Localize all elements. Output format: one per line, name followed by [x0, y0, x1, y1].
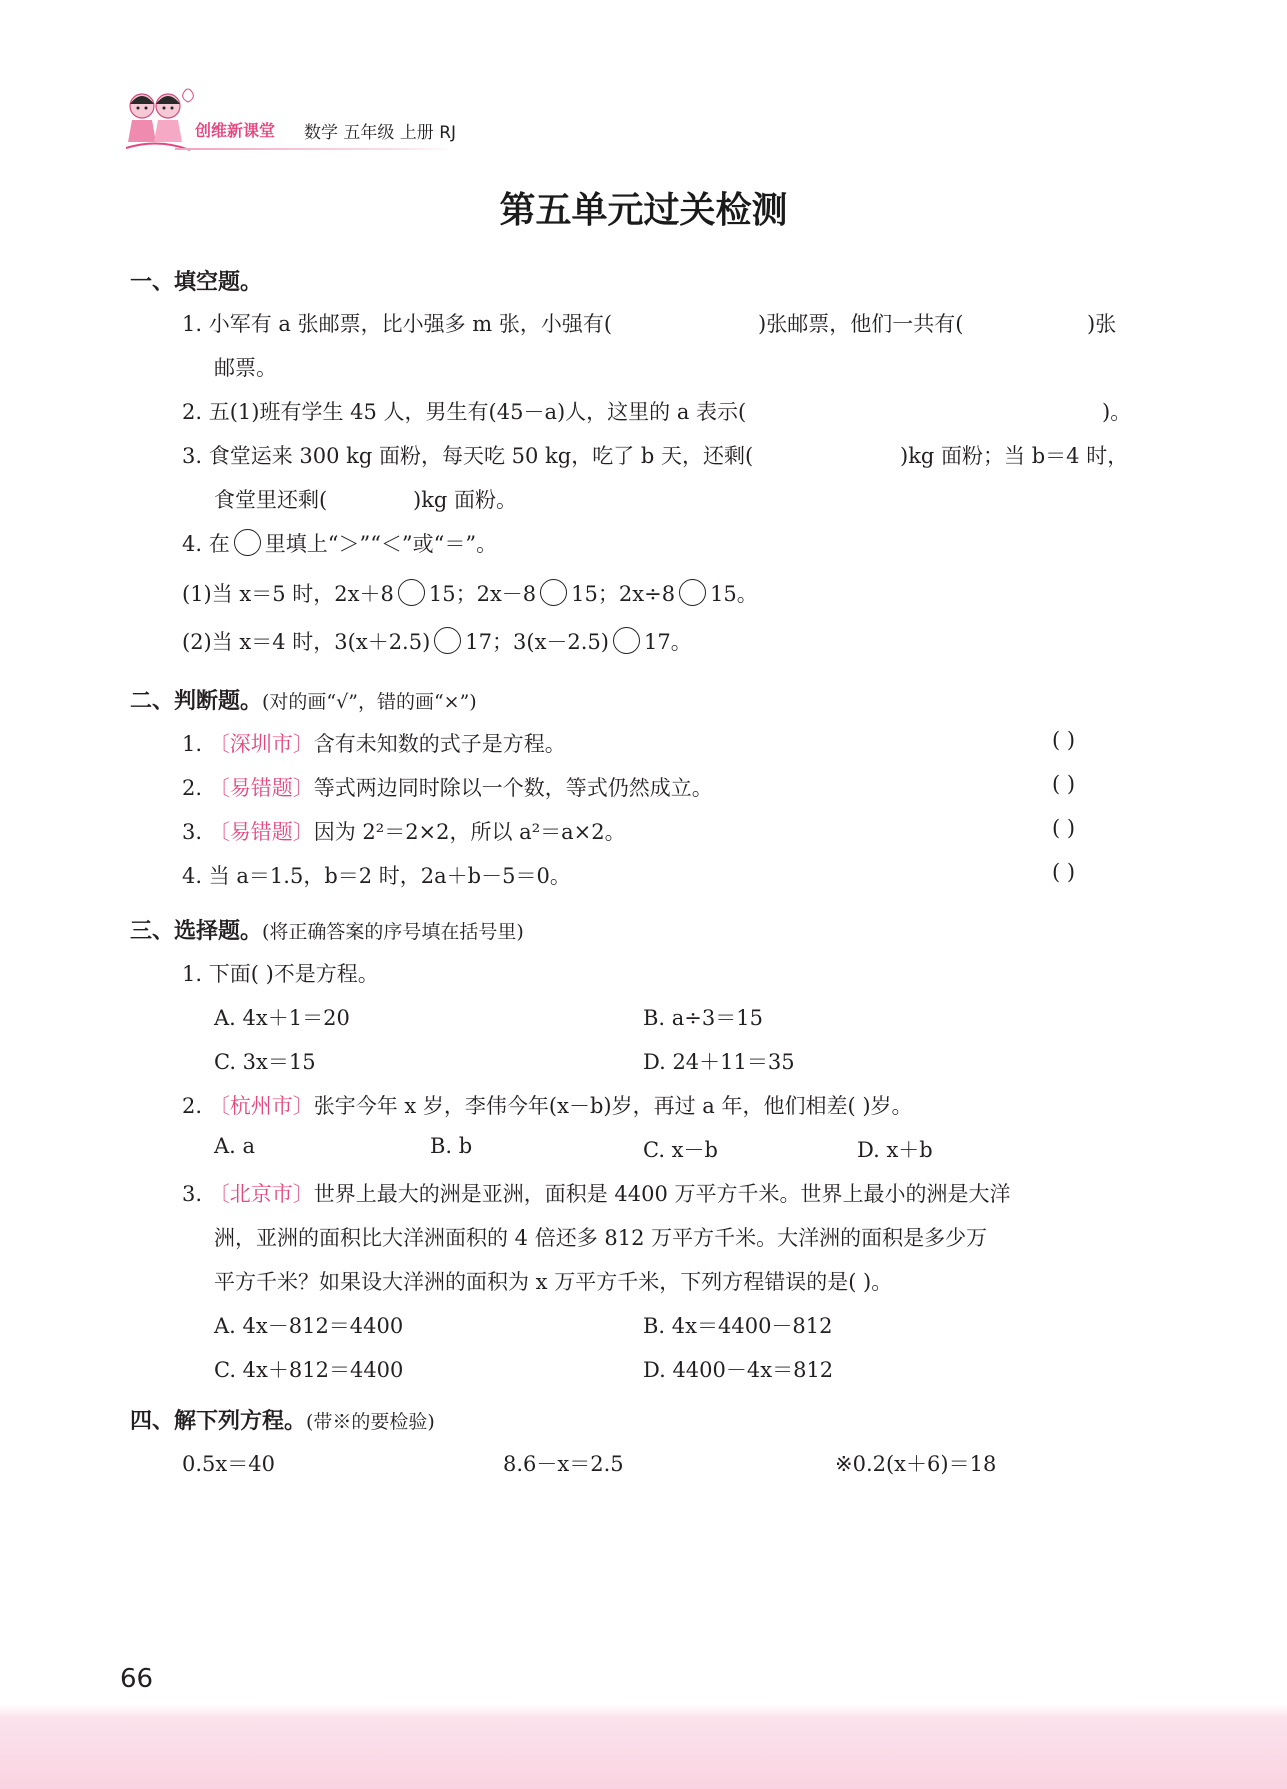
- tf-num: 4.: [182, 864, 203, 888]
- tf-answer-paren[interactable]: ( ): [1052, 772, 1076, 796]
- section-heading-true-false: [130, 684, 477, 715]
- q4-1-text-d: 15。: [710, 582, 758, 606]
- question-1-3-part4: )kg 面粉。: [413, 488, 518, 512]
- q4-1-text-c: 15；2x÷8: [571, 582, 676, 606]
- tf-answer-paren[interactable]: ( ): [1052, 728, 1076, 752]
- mc-option-b[interactable]: B. a÷3＝15: [643, 1006, 763, 1030]
- answer-circle[interactable]: [234, 529, 261, 556]
- subject-label: 数学 五年级 上册 RJ: [304, 123, 457, 143]
- question-1-1-part3: )张: [1087, 312, 1117, 336]
- mc-option-b[interactable]: B. b: [430, 1134, 473, 1158]
- answer-circle[interactable]: [398, 579, 425, 606]
- header-divider: [175, 148, 455, 150]
- tf-text: 等式两边同时除以一个数，等式仍然成立。: [313, 776, 713, 800]
- mc-option-d[interactable]: D. 4400－4x＝812: [643, 1358, 834, 1382]
- mc-question-1: 1. 下面( )不是方程。: [182, 962, 379, 986]
- tf-answer-paren[interactable]: ( ): [1052, 860, 1076, 884]
- tf-text: 含有未知数的式子是方程。: [313, 732, 566, 756]
- tf-item-2: [182, 772, 713, 802]
- source-tag: 〔深圳市〕: [208, 732, 314, 756]
- tf-item-4: [182, 860, 571, 890]
- question-1-4-part2: 里填上“＞”“＜”或“＝”。: [264, 532, 498, 556]
- tf-text: 因为 2²＝2×2，所以 a²＝a×2。: [313, 820, 626, 844]
- mc-option-d[interactable]: D. x＋b: [857, 1138, 933, 1162]
- mc-text: 世界上最大的洲是亚洲，面积是 4400 万平方千米。世界上最小的洲是大洋: [313, 1182, 1011, 1206]
- section4-note: (带※的要检验): [306, 1411, 435, 1433]
- section-heading-multiple-choice: [130, 914, 524, 945]
- mc-question-3-line2: 洲，亚洲的面积比大洋洲面积的 4 倍还多 812 万平方千米。大洋洲的面积是多少万: [214, 1226, 988, 1250]
- answer-circle[interactable]: [613, 627, 640, 654]
- equation-2: 8.6－x＝2.5: [503, 1452, 624, 1476]
- mc-text: 张宇今年 x 岁，李伟今年(x－b)岁，再过 a 年，他们相差( )岁。: [313, 1094, 913, 1118]
- tf-num: 2.: [182, 776, 203, 800]
- section2-title: 二、判断题。: [130, 689, 263, 714]
- question-1-4-1: [182, 578, 758, 608]
- tf-item-3: [182, 816, 626, 846]
- tf-text: 当 a＝1.5，b＝2 时，2a＋b－5＝0。: [208, 864, 571, 888]
- question-1-1-part2: )张邮票，他们一共有(: [758, 312, 964, 336]
- section-heading-fill-blank: 一、填空题。: [130, 270, 263, 295]
- section-heading-solve-equations: [130, 1404, 435, 1435]
- answer-circle[interactable]: [540, 579, 567, 606]
- source-tag: 〔易错题〕: [208, 776, 314, 800]
- q4-1-text-a: (1)当 x＝5 时，2x＋8: [182, 582, 394, 606]
- page-title: 第五单元过关检测: [499, 190, 788, 231]
- mc-option-c[interactable]: C. 3x＝15: [214, 1050, 316, 1074]
- q4-2-text-a: (2)当 x＝4 时，3(x＋2.5): [182, 630, 431, 654]
- question-1-1-part4: 邮票。: [214, 356, 277, 380]
- mc-option-a[interactable]: A. 4x＋1＝20: [214, 1006, 350, 1030]
- brand-name: 创维新课堂: [195, 121, 276, 140]
- source-tag: 〔易错题〕: [208, 820, 314, 844]
- question-1-4: [182, 528, 497, 558]
- source-tag: 〔杭州市〕: [208, 1094, 314, 1118]
- mc-num: 3.: [182, 1182, 203, 1206]
- mc-question-3-line1: [182, 1178, 1011, 1208]
- mc-option-a[interactable]: A. 4x－812＝4400: [214, 1314, 404, 1338]
- q4-2-text-b: 17；3(x－2.5): [465, 630, 610, 654]
- mc-question-3-line3: 平方千米？如果设大洋洲的面积为 x 万平方千米，下列方程错误的是( )。: [214, 1270, 893, 1294]
- question-1-3-part2: )kg 面粉；当 b＝4 时，: [900, 444, 1129, 468]
- question-1-4-2: [182, 626, 692, 656]
- tf-answer-paren[interactable]: ( ): [1052, 816, 1076, 840]
- question-1-3-part1: 3. 食堂运来 300 kg 面粉，每天吃 50 kg，吃了 b 天，还剩(: [182, 444, 754, 468]
- mc-num: 2.: [182, 1094, 203, 1118]
- section2-note: (对的画“√”，错的画“×”): [262, 691, 477, 713]
- answer-circle[interactable]: [434, 627, 461, 654]
- mc-option-c[interactable]: C. 4x＋812＝4400: [214, 1358, 404, 1382]
- mc-option-d[interactable]: D. 24＋11＝35: [643, 1050, 795, 1074]
- mc-option-b[interactable]: B. 4x＝4400－812: [643, 1314, 833, 1338]
- answer-circle[interactable]: [679, 579, 706, 606]
- equation-1: 0.5x＝40: [182, 1452, 275, 1476]
- source-tag: 〔北京市〕: [208, 1182, 314, 1206]
- footer-band: [0, 1716, 1287, 1789]
- question-1-3-part3: 食堂里还剩(: [214, 488, 328, 512]
- question-1-4-part1: 4. 在: [182, 532, 230, 556]
- page-number: 66: [120, 1664, 154, 1694]
- tf-item-1: [182, 728, 566, 758]
- question-1-2-part1: 2. 五(1)班有学生 45 人，男生有(45－a)人，这里的 a 表示(: [182, 400, 747, 424]
- tf-num: 3.: [182, 820, 203, 844]
- mc-option-c[interactable]: C. x－b: [643, 1138, 718, 1162]
- mc-question-2: [182, 1090, 913, 1120]
- section3-note: (将正确答案的序号填在括号里): [262, 921, 524, 943]
- section4-title: 四、解下列方程。: [130, 1409, 307, 1434]
- equation-3: ※0.2(x＋6)＝18: [835, 1452, 997, 1476]
- section3-title: 三、选择题。: [130, 919, 263, 944]
- tf-num: 1.: [182, 732, 203, 756]
- q4-2-text-c: 17。: [644, 630, 692, 654]
- question-1-2-part2: )。: [1102, 400, 1132, 424]
- mc-option-a[interactable]: A. a: [214, 1134, 256, 1158]
- question-1-1-part1: 1. 小军有 a 张邮票，比小强多 m 张，小强有(: [182, 312, 613, 336]
- q4-1-text-b: 15；2x－8: [428, 582, 537, 606]
